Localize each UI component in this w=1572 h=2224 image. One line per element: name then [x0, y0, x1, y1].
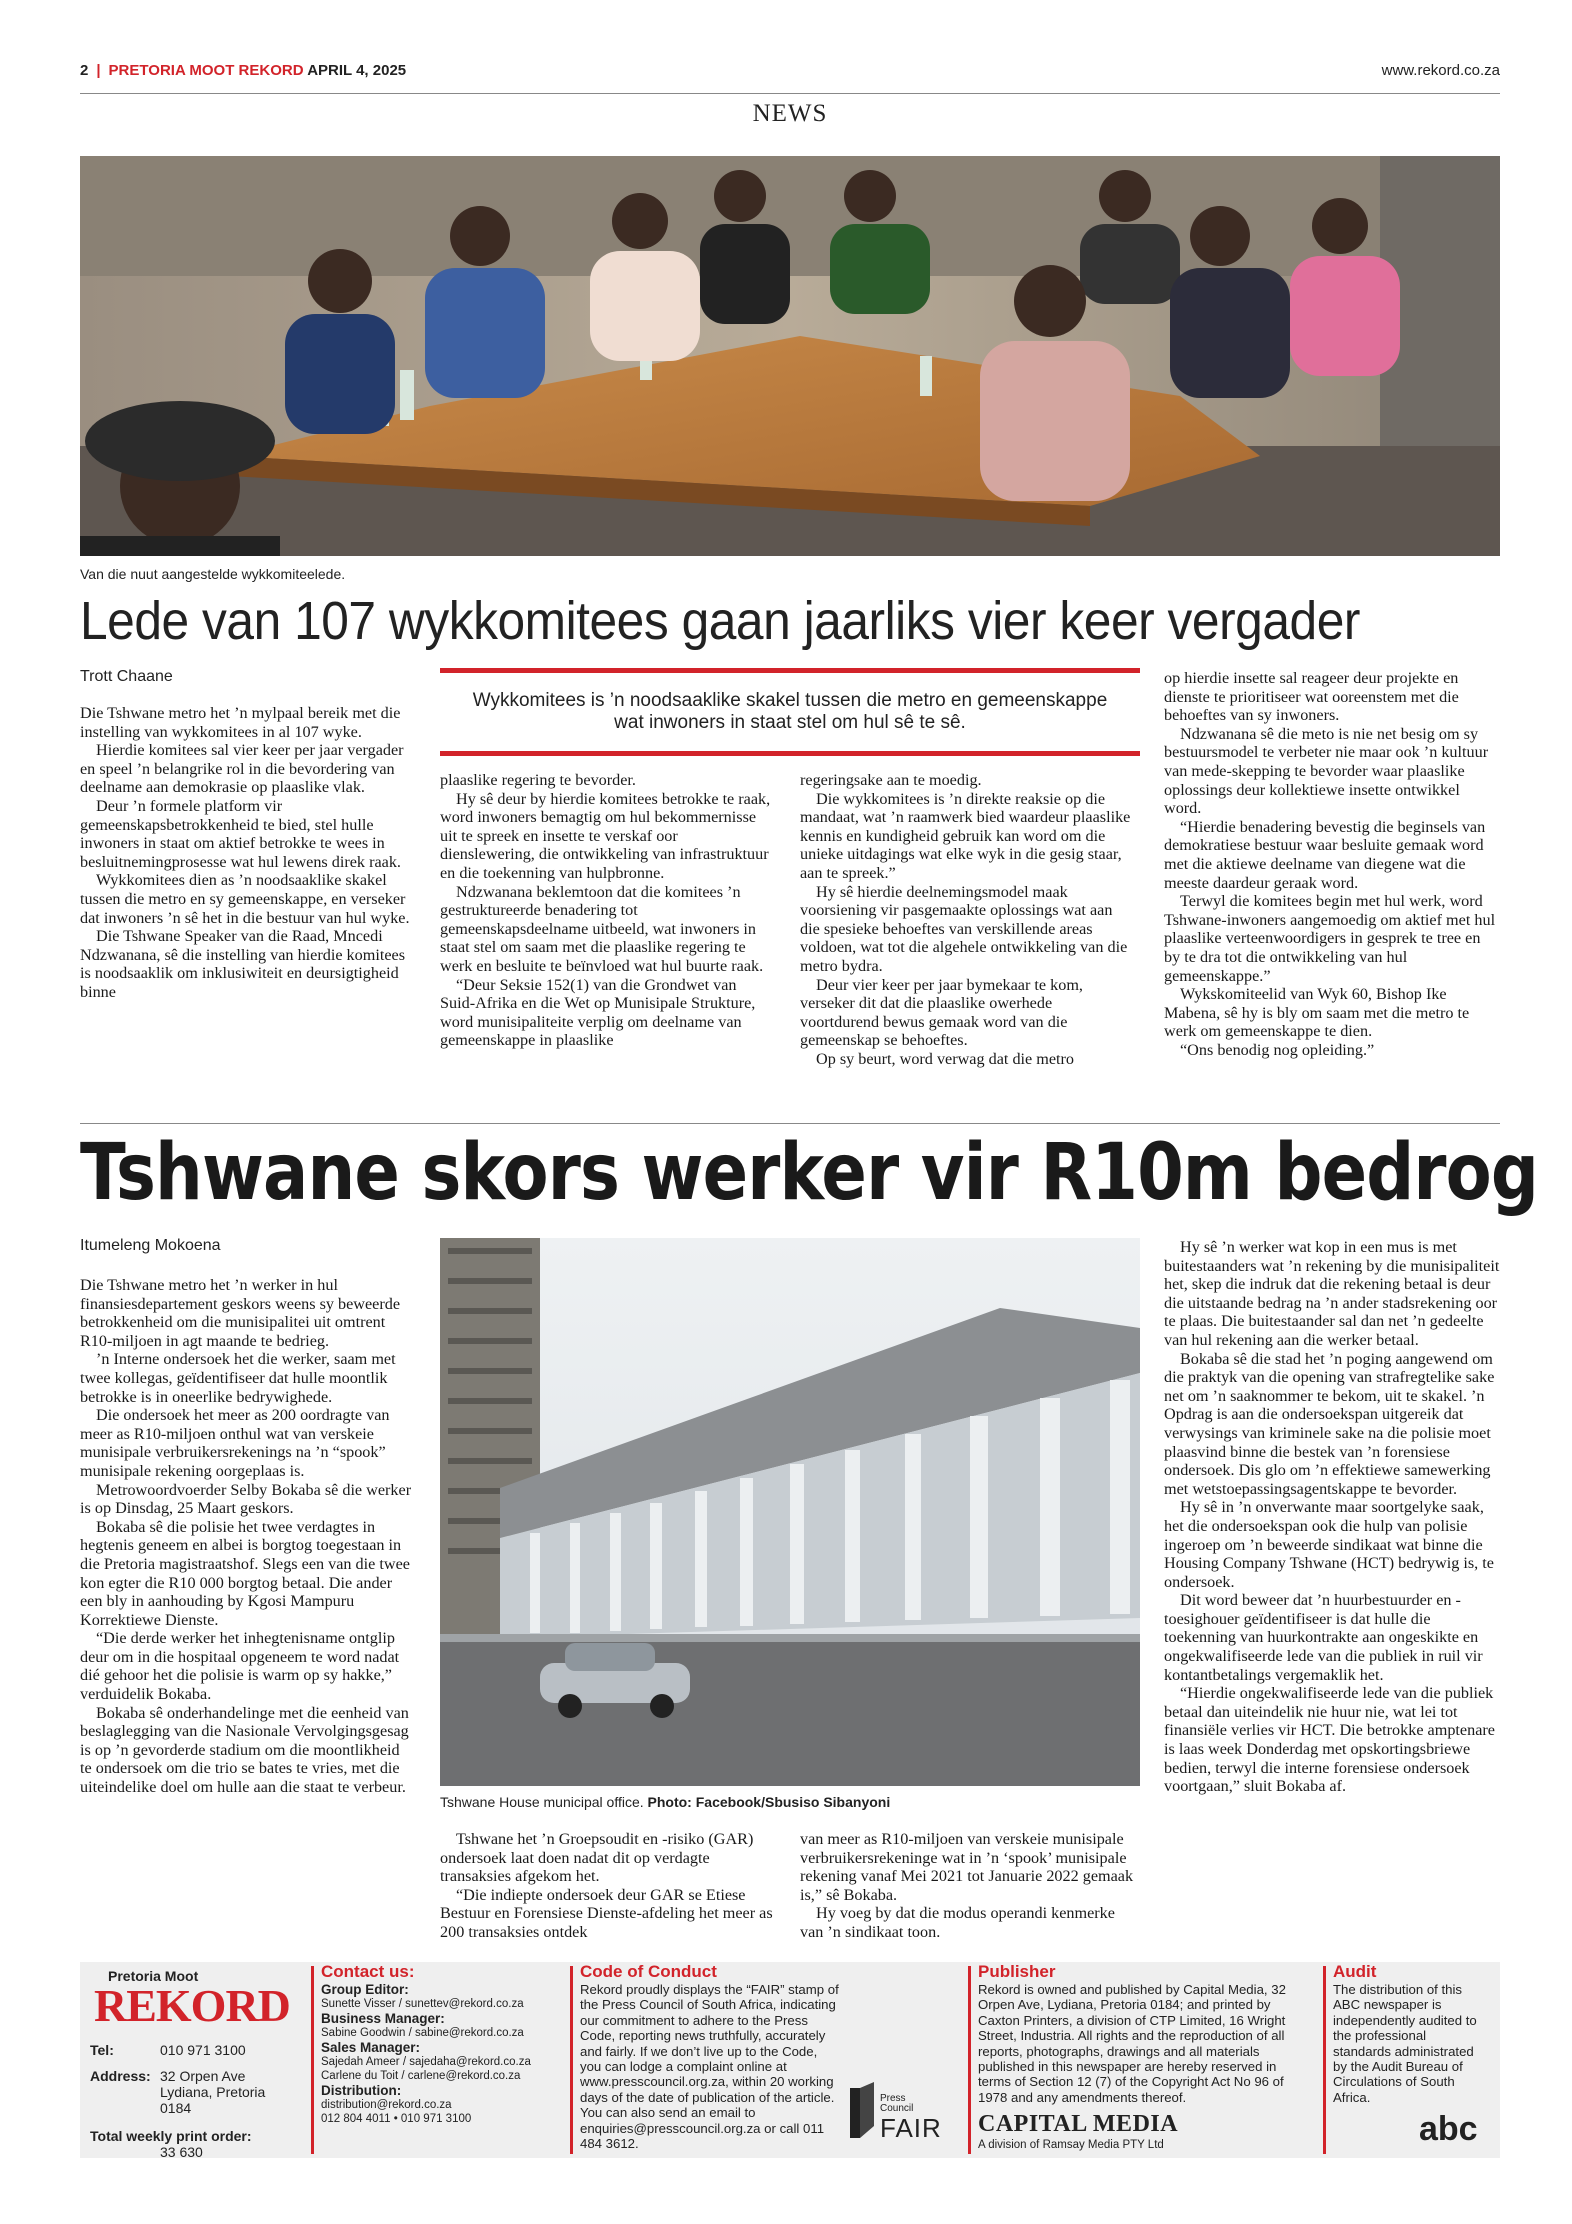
caption-text: Tshwane House municipal office. — [440, 1794, 648, 1810]
page-number: 2 — [80, 62, 89, 79]
paragraph: “Deur Seksie 152(1) van die Grondwet van Suid-Afrika en die Wet op Munisipale Strukture, word munisipaliteite verplig om deelname van gemeenskappe in plaaslike — [440, 975, 756, 1050]
article1-column-1 — [80, 704, 414, 1002]
capital-media-subtitle: A division of Ramsay Media PTY Ltd — [978, 2139, 1164, 2152]
paragraph: op hierdie insette sal reageer deur projekte en dienste te prioritiseer wat ooreenstem met die behoeftes van sy inwoners. — [1164, 669, 1459, 725]
paragraph: Op sy beurt, word verwag dat die metro — [816, 1049, 1075, 1068]
paragraph: “Die indiepte ondersoek deur GAR se Etiese Bestuur en Forensiese Dienste-afdeling het meer as 200 transaksies ontdek — [440, 1885, 773, 1941]
masthead-footer — [80, 1962, 1500, 2158]
paragraph: Hy sê in ’n onverwante maar soortgelyke saak, het die ondersoekspan ook die hulp van polisie ingeroep om ’n beweerde sindikaat wat binne die Housing Company Tshwane (HCT) bedrywig is, te ondersoek. — [1164, 1498, 1494, 1591]
contact-bar — [311, 1966, 314, 2154]
fair-label: FAIR — [880, 2113, 942, 2143]
abc-logo: abc — [1419, 2110, 1478, 2148]
publication-name: PRETORIA MOOT REKORD — [108, 62, 304, 79]
section-label: NEWS — [752, 100, 828, 127]
distribution-phone[interactable]: 012 804 4011 • 010 971 3100 — [321, 2113, 472, 2125]
article1-headline: Lede van 107 wykkomitees gaan jaarliks vier keer vergader — [80, 591, 1360, 651]
code-bar — [570, 1966, 573, 2154]
tel-label: Tel: — [90, 2042, 114, 2058]
publisher-block — [968, 1962, 1300, 2158]
article1-column-3 — [800, 771, 1134, 1069]
publisher-text: Rekord is owned and published by Capital Media, 32 Orpen Ave, Lydiana, Pretoria 0184; and printed by Caxton Printers, a division of CTP Limited, 16 Wright Street, Industria. All rights and the reproduction of all reports, photographs, drawings and all materials published in this newspaper are hereby reserved in terms of Section 12 (7) of the Copyright Act No 96 of 1978 and any amendments thereof. — [978, 1982, 1286, 2105]
paragraph: Terwyl die komitees begin met hul werk, word Tshwane-inwoners aangemoedig om aktief met hul plaaslike verteenwoordigers in gesprek te tree en by te dra tot die ontwikkeling van hul gemeenskappe.” — [1164, 892, 1496, 985]
audit-bar — [1323, 1966, 1326, 2154]
publisher-heading: Publisher — [978, 1962, 1056, 1981]
paragraph: Ndzwanana beklemtoon dat die komitees ’n gestruktureerde benadering tot gemeenskapsdeelname uitbeeld, wat inwoners in staat stel om saam met die plaaslike regering te werk en besluite te beïnvloed wat hul buurte raak. — [440, 882, 764, 975]
article-separator — [80, 1123, 1500, 1124]
sales-manager-contact[interactable]: Carlene du Toit / carlene@rekord.co.za — [321, 2070, 521, 2082]
paragraph: Die Tshwane Speaker van die Raad, Mncedi Ndzwanana, sê die instelling van hierdie komitees is noodsaaklik om inklusiwiteit en deursigtigheid binne — [80, 927, 405, 1001]
audit-heading: Audit — [1333, 1962, 1377, 1981]
paragraph: “Hierdie ongekwalifiseerde lede van die publiek betaal dan uiteindelik nie huur nie, wat lei tot finansiële verlies vir HCT. Die betrokke amptenare is laas week Donderdag met opskortingsbriewe bedien, terwyl die interne forensiese ondersoek voortgaan,” sluit Bokaba af. — [1164, 1684, 1495, 1796]
publisher-bar — [968, 1966, 971, 2154]
paragraph: Wykskomiteelid van Wyk 60, Bishop Ike Mabena, sê hy is bly om saam met die metro te werk om gemeenskappe te dien. — [1164, 985, 1470, 1041]
paragraph: Die Tshwane metro het ’n mylpaal bereik met die instelling van wykkomitees in al 107 wyke. — [80, 704, 401, 741]
paragraph: Dit word beweer dat ’n huurbestuurder en -toesighouer geïdentifiseer is dat hulle die toekenning van huurkontrakte aan ongeskikte en ongekwalifiseerde lede van die publiek in ruil vir kontantbetalings vergemaklik het. — [1164, 1591, 1483, 1684]
audit-text: The distribution of this ABC newspaper is independently audited to the professional standards administrated by the Audit Bureau of Circulations of South Africa. — [1333, 1982, 1477, 2105]
sales-manager-contact[interactable]: Sajedah Ameer / sajedaha@rekord.co.za — [321, 2056, 531, 2068]
tel-value[interactable]: 010 971 3100 — [160, 2042, 246, 2058]
capital-media-logo: CAPITAL MEDIA — [978, 2111, 1179, 2138]
meeting-photo-caption: Van die nuut aangestelde wykkomiteelede. — [80, 566, 346, 582]
paragraph: Bokaba sê die polisie het twee verdagtes in hegtenis geneem en albei is borgtog toegestaan in die Pretoria magistraatshof. Slegs een van die twee kon egter die R10 000 borgtog betaal. Die ander een bly in aanhouding by Kgosi Mampuru Korrektiewe Dienste. — [80, 1517, 410, 1629]
paragraph: “Hierdie benadering bevestig die beginsels van demokratiese bestuur waar besluite gemaak word met die aktiewe deelname van diegene wat die meeste daardeur geraak word. — [1164, 817, 1486, 892]
paragraph: Bokaba sê die stad het ’n poging aangewend om die praktyk van die opening van strafregtelike sake net om ’n saaknommer te bekom, uit te skakel. ’n Opdrag is aan die ondersoekspan uitgereik dat verwysings van kriminele sake na die polisie moet plaasvind binne die bestek van ’n forensiese ondersoek. Dis glo om ’n effektiewe samewerking met wetstoepassingsagentskappe te bevorder. — [1164, 1349, 1495, 1498]
paragraph: ’n Interne ondersoek het die werker, saam met twee kollegas, geïdentifiseer dat hulle moontlik betrokke is in oneerlike bedrywighede. — [80, 1350, 396, 1406]
issue-date: APRIL 4, 2025 — [307, 62, 407, 79]
article1-byline: Trott Chaane — [80, 668, 173, 685]
press-council-label: Press Council — [880, 2093, 914, 2114]
header-rule — [80, 93, 1500, 94]
paragraph: Hy sê ’n werker wat kop in een mus is met buitestaanders wat ’n rekening by die munisipaliteit het, skep die indruk dat die rekening betaal is deur die uitstaande bedrag na ’n ander stadsrekening oor te plaas. Die buitestaander sal dan net ’n gedeelte van hul rekening aan die werker betaal. — [1164, 1238, 1500, 1349]
article2-headline: Tshwane skors werker vir R10m bedrog — [80, 1128, 1539, 1218]
paragraph: Die Tshwane metro het ’n werker in hul finansiesdepartement geskors weens sy beweerde betrokkenheid om die munisipalitei uit omtrent R10-miljoen in agt maande te bedrieg. — [80, 1276, 401, 1350]
address-line: 32 Orpen Ave — [160, 2068, 246, 2084]
article2-column-3 — [800, 1830, 1134, 1942]
article2-column-4 — [1164, 1238, 1500, 1796]
article2-column-1 — [80, 1276, 414, 1797]
press-council-icon — [848, 2082, 876, 2142]
paragraph: Hy voeg by dat die modus operandi kenmerke van ’n sindikaat toon. — [800, 1904, 1115, 1941]
article1-column-4 — [1164, 669, 1500, 1059]
caption-photo-credit: Photo: Facebook/Sbusiso Sibanyoni — [647, 1794, 891, 1810]
print-order-label: Total weekly print order: — [90, 2128, 252, 2144]
code-heading: Code of Conduct — [580, 1962, 717, 1981]
print-order-value: 33 630 — [160, 2144, 203, 2160]
paragraph: Metrowoordvoerder Selby Bokaba sê die werker is op Dinsdag, 25 Maart geskors. — [80, 1480, 412, 1518]
paragraph: Die wykkomitees is ’n direkte reaksie op die mandaat, wat ’n raamwerk bied waardeur plaaslike kennis en kundigheid gebruik kan word om die unieke uitdagings wat elke wyk in die gesig staar, aan te spreek.” — [800, 789, 1131, 882]
group-editor-label: Group Editor: — [321, 1982, 409, 1997]
paragraph: Wykkomitees dien as ’n noodsaaklike skakel tussen die metro en sy gemeenskappe, en verseker dat inwoners ’n sê het in die bestuur van hul wyke. — [80, 871, 410, 927]
press-council-fair-badge — [848, 2082, 942, 2142]
distribution-label: Distribution: — [321, 2083, 402, 2098]
pull-quote — [440, 668, 1140, 756]
business-manager-label: Business Manager: — [321, 2011, 445, 2026]
paragraph: “Die derde werker het inhegtenisname ontglip deur om in die hospitaal opgeneem te word nadat dié gehoor het die polisie is warm op sy hakke,” verduidelik Bokaba. — [80, 1629, 400, 1704]
paragraph: Hierdie komitees sal vier keer per jaar vergader en speel ’n belangrike rol in die bevordering van deelname aan demokrasie op plaaslike vlak. — [80, 741, 404, 797]
meeting-photo — [80, 156, 1500, 556]
tshwane-house-photo — [440, 1238, 1140, 1786]
paragraph: van meer as R10-miljoen van verskeie munisipale verbruikersrekeninge wat in ’n ‘spook’ munisipale rekening vanaf Mei 2021 tot Januarie 2022 gemaak is,” sê Bokaba. — [800, 1830, 1134, 1904]
logo-top-text: Pretoria Moot — [108, 1968, 199, 1984]
article1-column-2 — [440, 771, 774, 1050]
code-of-conduct-block — [570, 1962, 965, 2158]
paragraph: Deur ’n formele platform vir gemeenskapsbetrokkenheid te bied, stel hulle inwoners in staat om aktief betrokke te wees in besluitnemingprosesse wat hul lewens direk raak. — [80, 796, 401, 871]
paragraph: regeringsake aan te moedig. — [800, 771, 982, 789]
address-line: Lydiana, Pretoria — [160, 2084, 266, 2100]
pull-quote-text: Wykkomitees is ’n noodsaaklike skakel tussen die metro en gemeenskappe wat inwoners in staat stel om hul sê te sê. — [472, 690, 1108, 733]
paragraph: Bokaba sê onderhandelinge met die eenheid van beslaglegging van die Nasionale Vervolgingsgesag is op ’n gevorderde stadium om die moontlikheid te ondersoek om die trio se bates te vries, met die uiteindelike doel om hulle aan die staat te verbeur. — [80, 1703, 409, 1797]
code-text: Rekord proudly displays the “FAIR” stamp of the Press Council of South Africa, indicating our commitment to adhere to the Press Code, reporting news truthfully, accurately and fairly. If we don’t live up to the Code, you can lodge a complaint online at www.presscouncil.org.za, within 20 working days of the date of publication of the article. You can also send an email to enquiries@presscouncil.org.za or call 011 484 3612. — [580, 1982, 839, 2152]
paragraph: Ndzwanana sê die meto is nie net besig om sy bestuursmodel te verbeter nie maar ook ’n kultuur van mede-skepping te bevorder waar plaaslike oplossings deur kollektiewe insette ontwikkel word. — [1164, 724, 1489, 818]
article2-byline: Itumeleng Mokoena — [80, 1237, 221, 1254]
contact-block — [311, 1962, 566, 2158]
sales-manager-label: Sales Manager: — [321, 2040, 421, 2055]
address-label: Address: — [90, 2068, 151, 2084]
tshwane-house-caption — [440, 1794, 890, 1810]
address-line: 0184 — [160, 2100, 192, 2116]
paragraph: Hy sê deur by hierdie komitees betrokke te raak, word inwoners bemagtig om hul bekommernisse uit te spreek en insette te verskaf oor dienslewering, die ontwikkeling van infrastruktuur en die toekenning van hulpbronne. — [440, 789, 771, 882]
business-manager-contact[interactable]: Sabine Goodwin / sabine@rekord.co.za — [321, 2027, 524, 2039]
article2-column-2 — [440, 1830, 774, 1942]
paragraph: “Ons benodig nog opleiding.” — [1180, 1040, 1375, 1059]
paragraph: Deur vier keer per jaar bymekaar te kom, verseker dit dat die plaaslike owerhede voortdurend bewus gemaak word van die gemeenskap se behoeftes. — [800, 975, 1083, 1050]
paragraph: plaaslike regering te bevorder. — [440, 771, 636, 789]
paragraph: Hy sê hierdie deelnemingsmodel maak voorsiening vir pasgemaakte oplossings wat aan die spesieke behoeftes van verskillende areas voldoen, wat tot die algehele ontwikkeling van die metro bydra. — [800, 882, 1128, 975]
audit-block — [1323, 1962, 1500, 2158]
header-separator: | — [96, 62, 101, 79]
website-link[interactable]: www.rekord.co.za — [1381, 62, 1500, 79]
paragraph: Die ondersoek het meer as 200 oordragte van meer as R10-miljoen onthul wat van verskeie munisipale verbruikersrekenings na ’n “spook” munisipale rekening oorgeplaas is. — [80, 1406, 390, 1480]
rekord-logo: REKORD — [94, 1980, 290, 2031]
page-header — [80, 62, 1500, 82]
group-editor-contact[interactable]: Sunette Visser / sunettev@rekord.co.za — [321, 1998, 524, 2010]
paragraph: Tshwane het ’n Groepsoudit en -risiko (GAR) ondersoek laat doen nadat dit op verdagte transaksies afgekom het. — [440, 1830, 754, 1886]
contact-heading: Contact us: — [321, 1962, 415, 1981]
address-value — [160, 2068, 265, 2116]
distribution-email[interactable]: distribution@rekord.co.za — [321, 2099, 452, 2111]
